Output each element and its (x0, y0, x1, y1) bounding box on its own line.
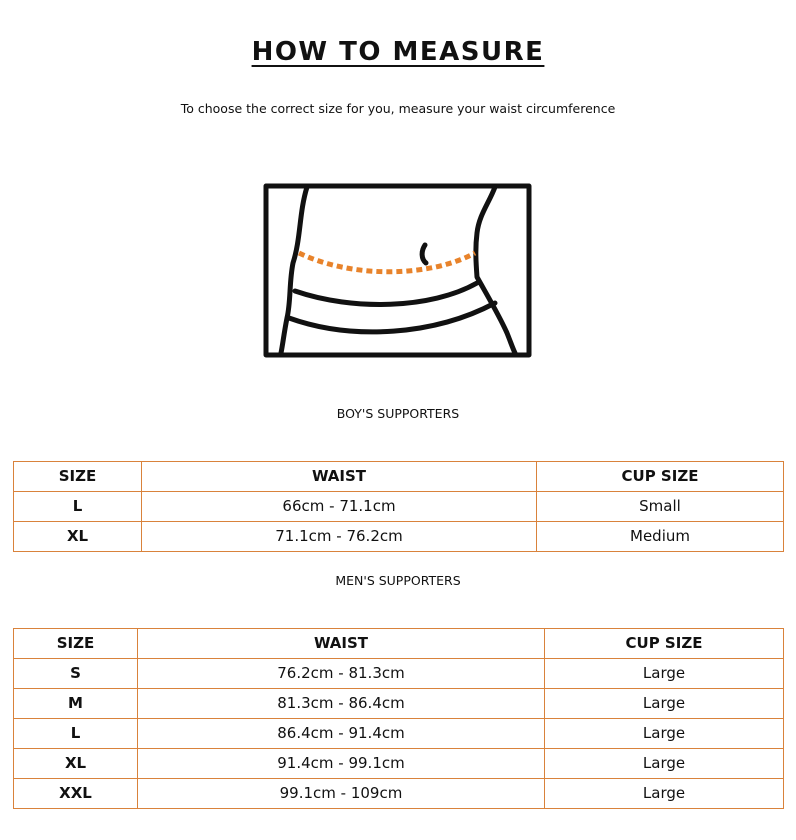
waist-cell: 81.3cm - 86.4cm (138, 689, 545, 719)
table-row (14, 659, 784, 689)
waist-cell: 86.4cm - 91.4cm (138, 719, 545, 749)
size-cell: XXL (14, 779, 138, 809)
mens-section-label: MEN'S SUPPORTERS (335, 573, 461, 588)
cup-size-cell: Large (545, 719, 784, 749)
waist-cell: 71.1cm - 76.2cm (142, 522, 537, 552)
column-header-size: SIZE (14, 629, 138, 659)
size-cell: S (14, 659, 138, 689)
column-header-waist: WAIST (138, 629, 545, 659)
page-subtitle: To choose the correct size for you, measure your waist circumference (180, 101, 616, 116)
table-row (14, 749, 784, 779)
cup-size-cell: Large (545, 779, 784, 809)
size-cell: XL (14, 749, 138, 779)
table-row (14, 689, 784, 719)
waist-cell: 66cm - 71.1cm (142, 492, 537, 522)
table-row (14, 492, 784, 522)
cup-size-cell: Large (545, 749, 784, 779)
mens-size-table (13, 628, 784, 809)
column-header-cup-size: CUP SIZE (545, 629, 784, 659)
page-title: HOW TO MEASURE (251, 37, 545, 67)
column-header-waist: WAIST (142, 462, 537, 492)
size-cell: L (14, 719, 138, 749)
cup-size-cell: Small (537, 492, 784, 522)
measuring-tape (299, 253, 475, 272)
waist-cell: 76.2cm - 81.3cm (138, 659, 545, 689)
size-cell: L (14, 492, 142, 522)
table-row (14, 522, 784, 552)
table-header-row (14, 629, 784, 659)
size-cell: M (14, 689, 138, 719)
table-row (14, 719, 784, 749)
size-cell: XL (14, 522, 142, 552)
cup-size-cell: Medium (537, 522, 784, 552)
boys-section-label: BOY'S SUPPORTERS (336, 406, 460, 421)
cup-size-cell: Large (545, 689, 784, 719)
waist-measure-icon (263, 183, 533, 358)
column-header-cup-size: CUP SIZE (537, 462, 784, 492)
waist-cell: 99.1cm - 109cm (138, 779, 545, 809)
column-header-size: SIZE (14, 462, 142, 492)
boys-size-table (13, 461, 784, 552)
cup-size-cell: Large (545, 659, 784, 689)
table-row (14, 779, 784, 809)
waist-cell: 91.4cm - 99.1cm (138, 749, 545, 779)
table-header-row (14, 462, 784, 492)
